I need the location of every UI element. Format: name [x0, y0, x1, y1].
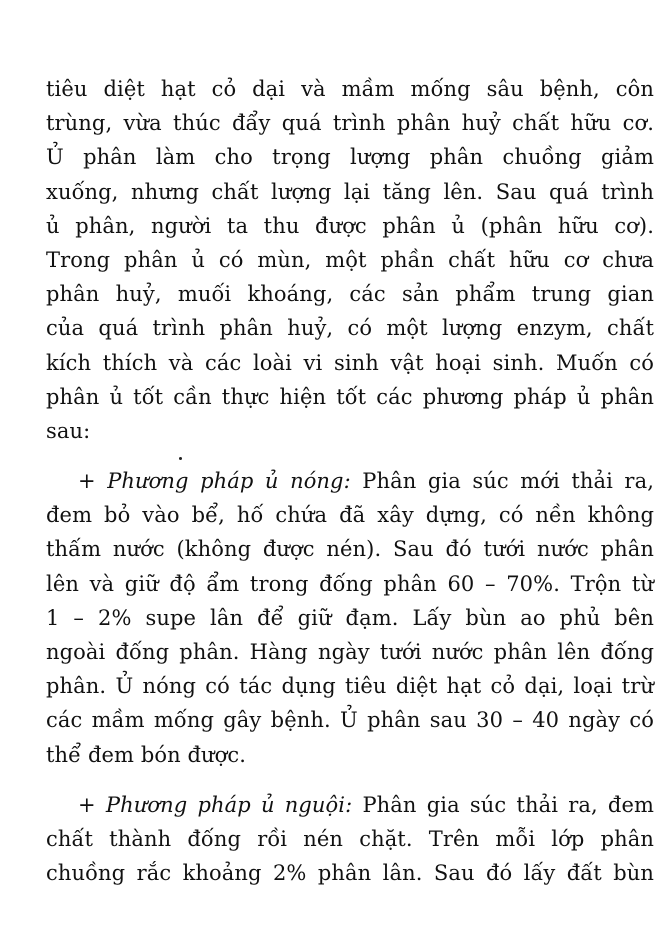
text-line: phân huỷ, muối khoáng, các sản phẩm trung gian — [46, 282, 654, 307]
text-line: sau: — [46, 418, 91, 443]
text-line: thể đem bón được. — [46, 742, 247, 767]
method-heading-line — [46, 788, 654, 822]
bullet-plus: + — [78, 792, 106, 817]
text-line: 1 – 2% supe lân để giữ đạm. Lấy bùn ao phủ bên — [46, 605, 654, 630]
paragraph-gap — [46, 448, 654, 464]
method-label-hot: Phương pháp ủ nóng: — [107, 469, 351, 494]
text-line: chuồng rắc khoảng 2% phân lân. Sau đó lấy đất bùn — [46, 861, 654, 886]
text-line: phân. Ủ nóng có tác dụng tiêu diệt hạt cỏ dại, loại trừ — [46, 674, 654, 699]
text-line: các mầm mống gây bệnh. Ủ phân sau 30 – 40 ngày có — [46, 708, 654, 733]
text-line: Trong phân ủ có mùn, một phần chất hữu cơ chưa — [46, 247, 654, 272]
scan-speck — [179, 457, 182, 460]
text-line: lên và giữ độ ẩm trong đống phân 60 – 70%. Trộn từ — [46, 571, 654, 596]
body-text — [46, 72, 654, 890]
text-line: kích thích và các loài vi sinh vật hoại sinh. Muốn có — [46, 350, 654, 375]
text-line: chất thành đống rồi nén chặt. Trên mỗi lớp phân — [46, 826, 654, 851]
text-line: trùng, vừa thúc đẩy quá trình phân huỷ chất hữu cơ. — [46, 111, 654, 136]
bullet-plus: + — [78, 469, 108, 494]
text-line: đem bỏ vào bể, hố chứa đã xây dựng, có nền không — [46, 503, 654, 528]
text-span: Phân gia súc thải ra, đem — [352, 792, 654, 817]
text-line: xuống, nhưng chất lượng lại tăng lên. Sau quá trình — [46, 179, 654, 204]
text-span: Phân gia súc mới thải ra, — [350, 469, 654, 494]
method-heading-line — [46, 464, 654, 498]
text-line: của quá trình phân huỷ, có một lượng enzym, chất — [46, 316, 654, 341]
text-line: ủ phân, người ta thu được phân ủ (phân hữu cơ). — [46, 213, 654, 238]
paragraph-gap — [46, 772, 654, 788]
text-line: ngoài đống phân. Hàng ngày tưới nước phân lên đống — [46, 640, 654, 664]
text-line: tiêu diệt hạt cỏ dại và mầm mống sâu bệnh, côn — [46, 77, 654, 101]
method-label-cold: Phương pháp ủ nguội: — [105, 792, 353, 817]
text-line: phân ủ tốt cần thực hiện tốt các phương pháp ủ phân — [46, 384, 654, 409]
text-line: Ủ phân làm cho trọng lượng phân chuồng giảm — [46, 145, 654, 170]
text-line: thấm nước (không được nén). Sau đó tưới nước phân — [46, 537, 654, 562]
